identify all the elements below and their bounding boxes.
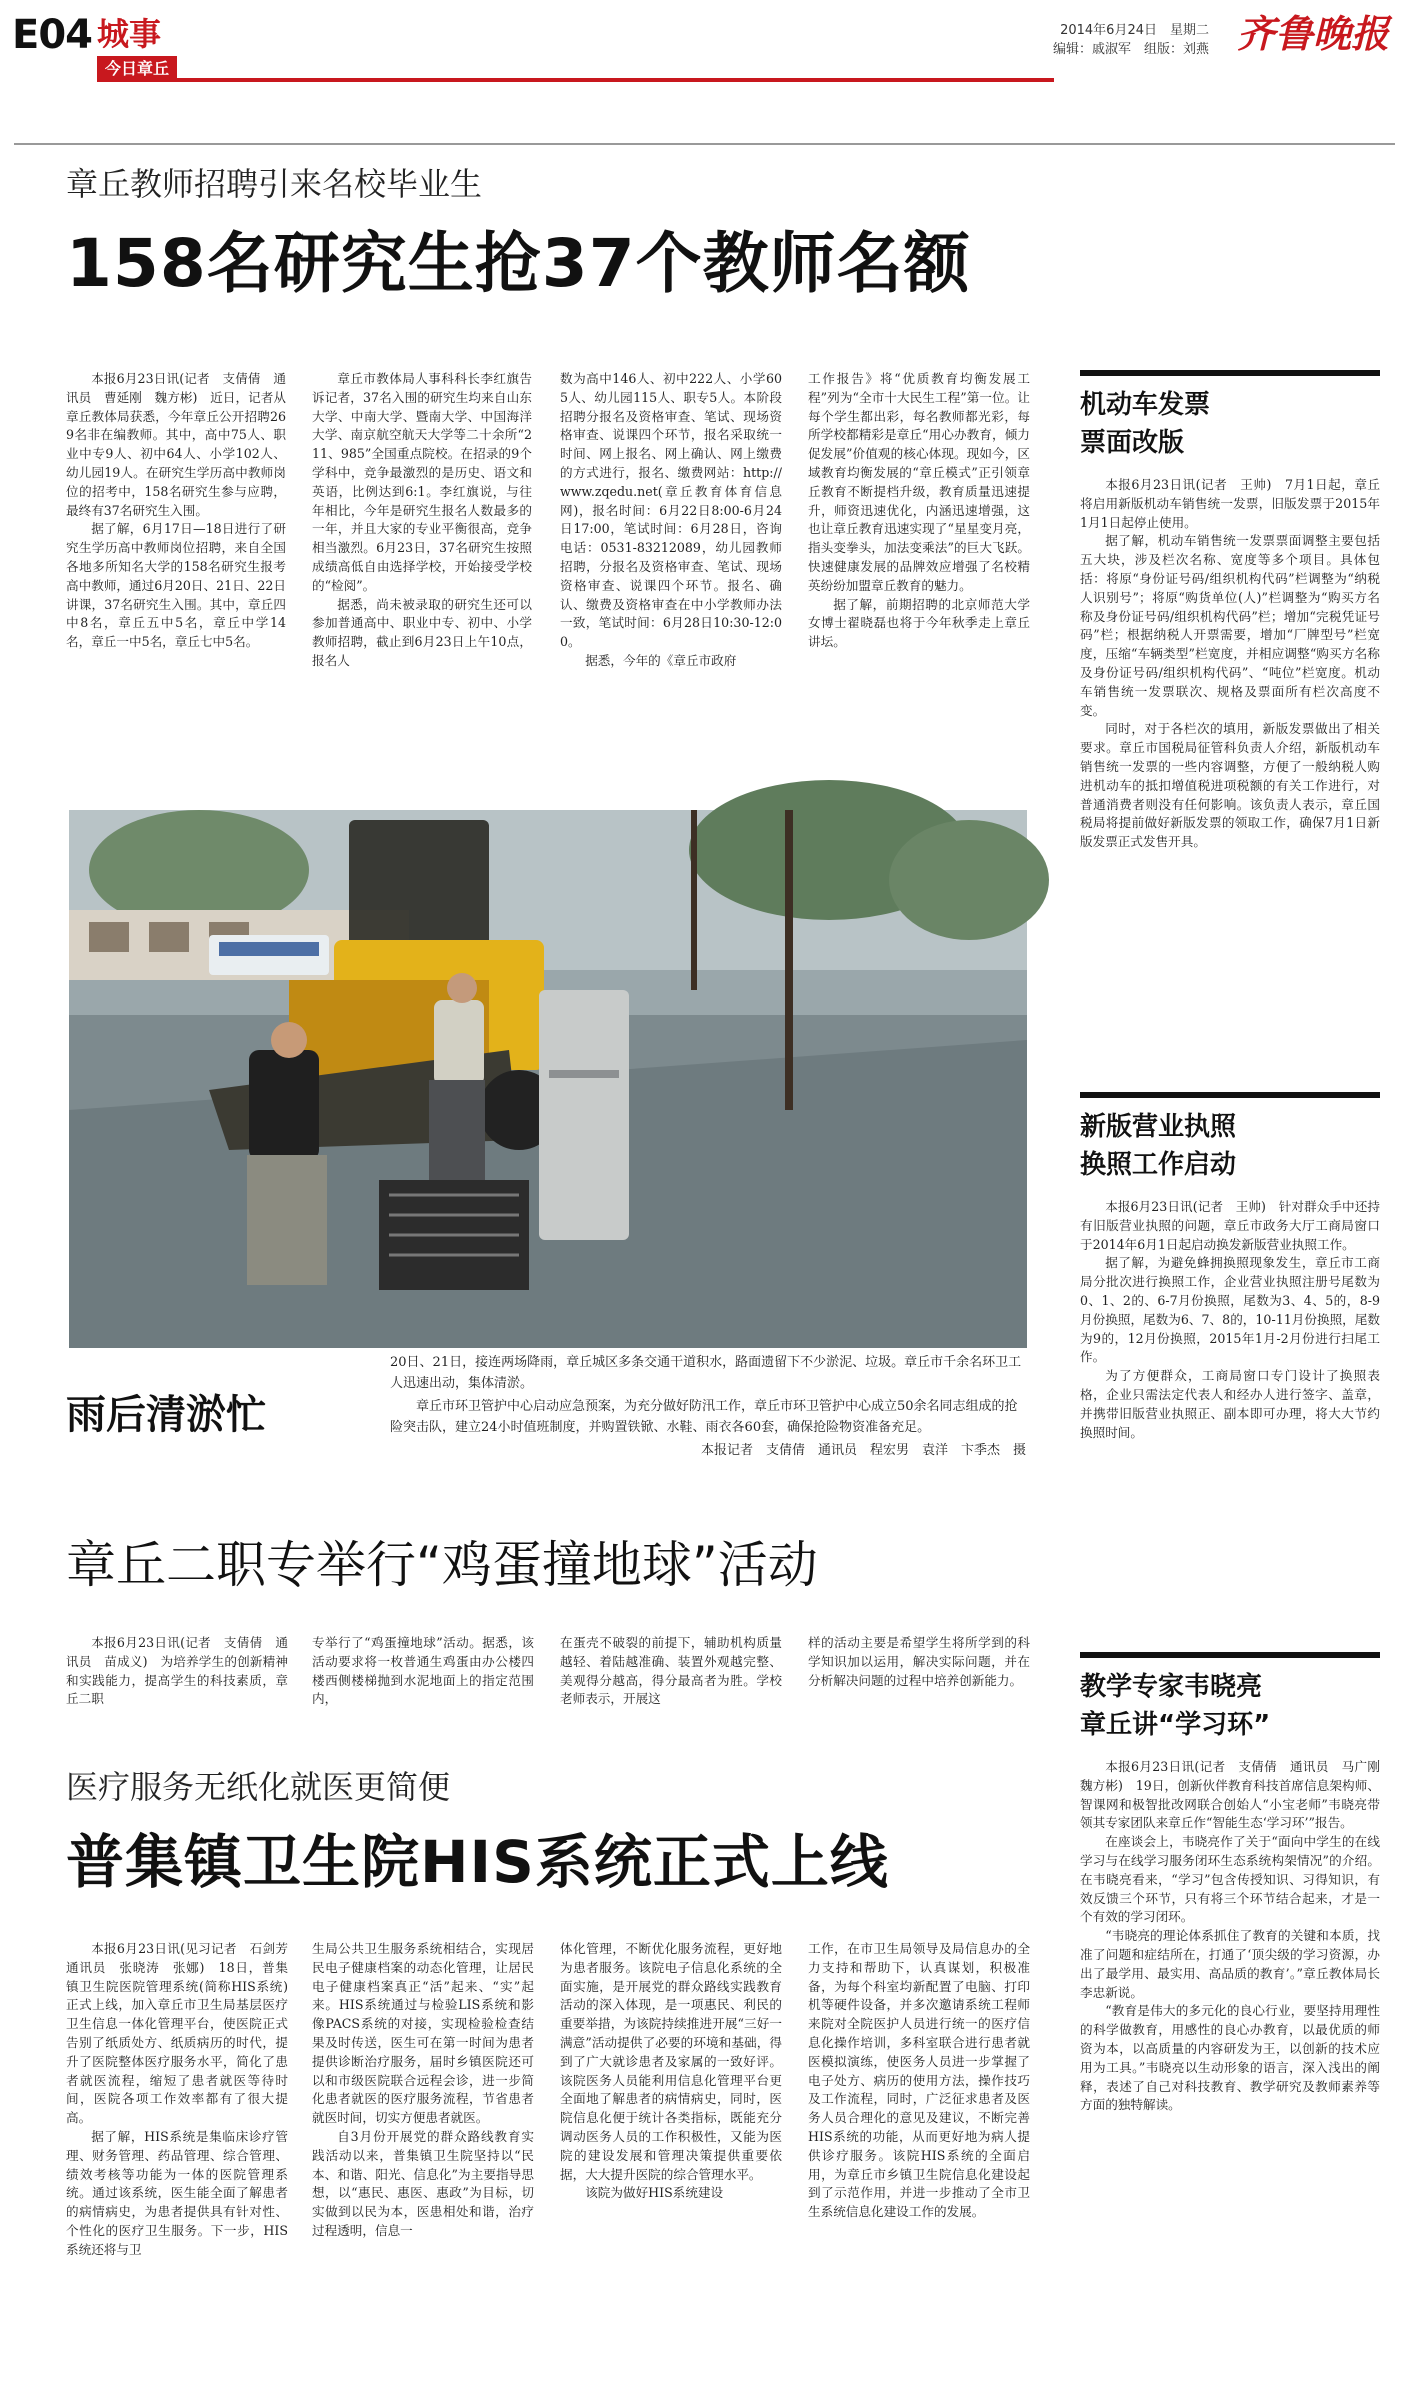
sidebar-rule bbox=[1080, 370, 1380, 376]
lead-kicker: 章丘教师招聘引来名校毕业生 bbox=[66, 165, 483, 203]
news-photo bbox=[69, 810, 1027, 1348]
sidebar-1-body: 本报6月23日讯(记者 王帅) 7月1日起，章丘将启用新版机动车销售统一发票，旧版发票于2015年1月1日起停止使用。 据了解，机动车销售统一发票票面调整主要包括五大块，涉及栏次名称、宽度等多个项目。具体包括：将原“身份证号码/组织机构代码”栏调整为“纳税人识别号”；将原“购货单位(人)”栏调整为“购买方名称及身份证号码/组织机构代码”栏；增加“完税凭证号码”栏；根据纳税人开票需要，增加“厂牌型号”栏宽度，压缩“车辆类型”栏宽度，并相应调整“购买方名称及身份证号码/组织机构代码”、“吨位”栏宽度。机动车销售统一发票联次、规格及票面所有栏次高度不变。 同时，对于各栏次的填用，新版发票做出了相关要求。章丘市国税局征管科负责人介绍，新版机动车销售统一发票的一些内容调整，方便了一般纳税人购进机动车的抵扣增值税进项税额的有关工作进行，对普通消费者则没有任何影响。该负责人表示，章丘国税局将提前做好新版发票的领取工作，确保7月1日新版发票正式发售开具。 bbox=[1080, 477, 1380, 850]
newspaper-logo: 齐鲁晚报 bbox=[1236, 11, 1389, 56]
his-kicker: 医疗服务无纸化就医更简便 bbox=[66, 1768, 451, 1806]
photo-caption-2: 章丘市环卫管护中心启动应急预案，为充分做好防汛工作，章丘市环卫管护中心成立50余名同志组成的抢险突击队，建立24小时值班制度，并购置铁锨、水鞋、雨衣各60套，确保抢险物资准备充足。 bbox=[390, 1399, 1018, 1435]
sidebar-2-body: 本报6月23日讯(记者 王帅) 针对群众手中还持有旧版营业执照的问题，章丘市政务大厅工商局窗口于2014年6月1日起启动换发新版营业执照工作。 据了解，为避免蜂拥换照现象发生，章丘市工商局分批次进行换照工作，企业营业执照注册号尾数为0、1、2的、6-7月份换照，尾数为3、4、5的，8-9月份换照，尾数为6、7、8的，10-11月份换照，尾数为9的，12月份换照，2015年1月-2月份进行扫尾工作。 为了方便群众，工商局窗口专门设计了换照表格，企业只需法定代表人和经办人进行签字、盖章，并携带旧版营业执照正、副本即可办理，将大大节约换照时间。 bbox=[1080, 1199, 1380, 1440]
sidebar-2-title-line-2: 换照工作启动 bbox=[1080, 1150, 1237, 1180]
sidebar-story-1 bbox=[1080, 370, 1380, 1056]
his-col-3: 体化管理，不断优化服务流程，更好地为患者服务。该院电子信息化系统的全面实施，是开展党的群众路线实践教育活动的深入体现，是一项惠民、利民的重要举措，为该院持续推进开展“三好一满意”活动提供了必要的环境和基础，得到了广大就诊患者及家属的一致好评。该院医务人员能利用信息化管理平台更全面地了解患者的病情病史，同时，医院信息化便于统计各类指标，既能充分调动医务人员的工作积极性，又能为医院的建设发展和管理决策提供重要依据，大大提升医院的综合管理水平。 该院为做好HIS系统建设 bbox=[560, 1941, 782, 2201]
photo-credit: 本报记者 支倩倩 通讯员 程宏男 袁洋 卞季杰 摄 bbox=[700, 1443, 1026, 1458]
sidebar-3-title-line-1: 教学专家韦晓亮 bbox=[1080, 1672, 1263, 1702]
sidebar-story-2 bbox=[1080, 1092, 1380, 1660]
his-col-2: 生局公共卫生服务系统相结合，实现居民电子健康档案的动态化管理，让居民电子健康档案真正“活”起来、“实”起来。HIS系统通过与检验LIS系统和影像PACS系统的对接，实现检验检查结果及时传送，医生可在第一时间为患者提供诊断治疗服务，届时乡镇医院还可以和市级医院联合远程会诊，进一步简化患者就医的医疗服务流程，节省患者就医时间，切实方便患者就医。 自3月份开展党的群众路线教育实践活动以来，普集镇卫生院坚持以“民本、和谐、阳光、信息化”为主要指导思想，以“惠民、惠医、惠政”为目标，切实做到以民为本，医患相处和谐，治疗过程透明，信息一 bbox=[312, 1941, 534, 2238]
header-red-bar bbox=[174, 78, 1054, 82]
issue-date: 2014年6月24日 星期二 bbox=[1060, 23, 1209, 38]
lead-col-2: 章丘市教体局人事科科长李红旗告诉记者，37名入围的研究生均来自山东大学、中南大学、暨南大学、中国海洋大学、南京航空航天大学等二十余所“211、985”全国重点院校。在招录的9个学科中，竞争最激烈的是历史、语文和英语，比例达到6:1。李红旗说，与往年相比，今年是研究生报名人数最多的一年，并且大家的专业平衡很高，竞争相当激烈。6月23日，37名研究生按照成绩高低自由选择学校，开始接受学校的“检阅”。 据悉，尚未被录取的研究生还可以参加普通高中、职业中专、初中、小学教师招聘，截止到6月23日上午10点，报名人 bbox=[312, 371, 532, 668]
sidebar-3-title-line-2: 章丘讲“学习环” bbox=[1080, 1710, 1271, 1740]
sidebar-3-body: 本报6月23日讯(记者 支倩倩 通讯员 马广刚 魏方彬) 19日，创新伙伴教育科技首席信息架构师、智课网和极智批改网联合创始人“小宝老师”韦晓亮带领其专家团队来章丘作“智能生态‘学习环’”报告。 在座谈会上，韦晓亮作了关于“面向中学生的在线学习与在线学习服务闭环生态系统构架情况”的介绍。在韦晓亮看来，“学习”包含传授知识、习得知识，有效反馈三个环节，只有将三个环节结合起来，才是一个有效的学习闭环。 “韦晓亮的理论体系抓住了教育的关键和本质，找准了问题和症结所在，打通了‘顶尖级的学习资源，办出了最学用、最实用、高品质的教育’。”章丘教体局长李忠新说。 “教育是伟大的多元化的良心行业，要坚持用理性的科学做教育，用感性的良心办教育，以最优质的师资为本，以高质量的内容研发为王，以创新的技术应用为工具。”韦晓亮以生动形象的语言，深入浅出的阐释，表述了自己对科技教育、教学研究及教师素养等方面的独特解读。 bbox=[1080, 1759, 1393, 2113]
his-col-4: 工作，在市卫生局领导及局信息办的全力支持和帮助下，认真谋划，积极准备，为每个科室均新配置了电脑、打印机等硬件设备，并多次邀请系统工程师来院对全院医护人员进行统一的医疗信息化操作培训，多科室联合进行患者就医模拟演练，使医务人员进一步掌握了电子处方、病历的使用方法，操作技巧及工作流程，同时，广泛征求患者及医务人员合理化的意见及建议，不断完善HIS系统的功能，从而更好地为病人提供诊疗服务。该院HIS系统的全面启用，为章丘市乡镇卫生院信息化建设起到了示范作用，并进一步推动了全市卫生系统信息化建设工作的发展。 bbox=[808, 1941, 1030, 2220]
sidebar-1-title-line-1: 机动车发票 bbox=[1080, 390, 1211, 420]
egg-headline: 章丘二职专举行“鸡蛋撞地球”活动 bbox=[66, 1536, 818, 1594]
lead-headline: 158名研究生抢37个教师名额 bbox=[66, 225, 971, 302]
egg-col-2: 专举行了“鸡蛋撞地球”活动。据悉，该活动要求将一枚普通生鸡蛋由办公楼四楼西侧楼梯抛到水泥地面上的指定范围内， bbox=[312, 1635, 534, 1707]
cleanup-photo-illustration bbox=[69, 810, 1027, 1348]
his-col-1: 本报6月23日讯(见习记者 石剑芳 通讯员 张晓涛 张娜) 18日，普集镇卫生院医院管理系统(简称HIS系统)正式上线，加入章丘市卫生局基层医疗卫生信息一体化管理平台，使医院正式告别了纸质处方、纸质病历的时代，提升了医院整体医疗服务水平，简化了患者就医流程，缩短了患者就医等待时间，医院各项工作效率都有了很大提高。 据了解，HIS系统是集临床诊疗管理、财务管理、药品管理、综合管理、绩效考核等功能为一体的医院管理系统。通过该系统，医生能全面了解患者的病情病史，为患者提供具有针对性、个性化的医疗卫生服务。下一步，HIS系统还将与卫 bbox=[66, 1941, 301, 2257]
photo-caption-1: 20日、21日，接连两场降雨，章丘城区多条交通干道积水，路面遗留下不少淤泥、垃圾。章丘市千余名环卫工人迅速出动，集体清淤。 bbox=[390, 1355, 1022, 1391]
lead-col-4: 工作报告》将“优质教育均衡发展工程”列为“全市十大民生工程”第一位。让每个学生都出彩，每名教师都光彩，每所学校都精彩是章丘“用心办教育，倾力促发展”价值观的核心体现。现如今，区域教育均衡发展的“章丘模式”正引领章丘教育不断提档升级，教育质量迅速提升，师资迅速优化，内涵迅速增强，这也让章丘教育迅速实现了“星星变月亮，指头变拳头，加法变乘法”的巨大飞跃。快速健康发展的品牌效应增强了名校精英纷纷加盟章丘教育的魅力。 据了解，前期招聘的北京师范大学女博士翟晓磊也将于今年秋季走上章丘讲坛。 bbox=[808, 371, 1030, 650]
sidebar-1-title-line-2: 票面改版 bbox=[1080, 428, 1185, 458]
photo-title: 雨后清淤忙 bbox=[66, 1392, 266, 1438]
sidebar-rule bbox=[1080, 1092, 1380, 1098]
editor-credits: 编辑：戚淑军 组版：刘燕 bbox=[1052, 42, 1209, 57]
subsection-tag: 今日章丘 bbox=[97, 56, 177, 82]
egg-col-1: 本报6月23日讯(记者 支倩倩 通讯员 苗成义) 为培养学生的创新精神和实践能力，提高学生的科技素质，章丘二职 bbox=[66, 1635, 288, 1707]
lead-col-3: 数为高中146人、初中222人、小学605人、幼儿园115人、职专5人。本阶段招聘分报名及资格审查、笔试、现场资格审查、说课四个环节，报名采取统一时间、网上报名、网上确认、网上缴费的方式进行，报名、缴费网站：http://www.zqedu.net(章丘教育体育信息网)，报名时间：6月22日8:00-6月24日17:00，笔试时间：6月28日，咨询电话：0531-83212089，幼儿园教师招聘，分报名及资格审查、笔试、现场资格审查、说课四个环节。报名、确认、缴费及资格审查在中小学教师办法一致，笔试时间：6月28日10:30-12:00。 据悉，今年的《章丘市政府 bbox=[560, 371, 782, 668]
his-headline: 普集镇卫生院HIS系统正式上线 bbox=[66, 1828, 889, 1896]
sidebar-rule bbox=[1080, 1652, 1380, 1658]
page-number: E04 bbox=[12, 12, 92, 58]
header-rule bbox=[14, 143, 1395, 145]
section-title: 城事 bbox=[97, 15, 162, 53]
sidebar-2-title-line-1: 新版营业执照 bbox=[1080, 1112, 1237, 1142]
egg-col-4: 样的活动主要是希望学生将所学到的科学知识加以运用，解决实际问题，并在分析解决问题的过程中培养创新能力。 bbox=[808, 1635, 1030, 1688]
lead-col-1: 本报6月23日讯(记者 支倩倩 通讯员 曹延刚 魏方彬) 近日，记者从章丘教体局获悉，今年章丘公开招聘269名非在编教师。其中，高中75人、职业中专9人、初中64人、小学102人、幼儿园19人。在研究生学历高中教师岗位的招考中，158名研究生参与应聘，最终有37名研究生入围。 据了解，6月17日—18日进行了研究生学历高中教师岗位招聘，来自全国各地多所知名大学的158名研究生报考高中教师，通过6月20日、21日、22日讲课，37名研究生入围。其中，章丘四中8名，章丘五中5名，章丘中学14名，章丘一中5名，章丘七中5名。 bbox=[66, 371, 286, 650]
sidebar-story-3 bbox=[1080, 1652, 1393, 2378]
egg-col-3: 在蛋壳不破裂的前提下，辅助机构质量越轻、着陆越准确、装置外观越完整、美观得分越高，得分最高者为胜。学校老师表示，开展这 bbox=[560, 1635, 782, 1707]
